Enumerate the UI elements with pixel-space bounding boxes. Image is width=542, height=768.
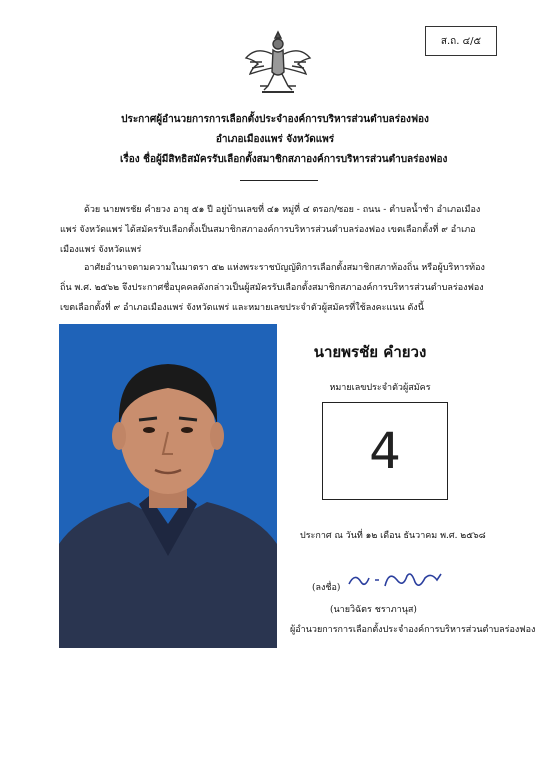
body-paragraph-1: ด้วย นายพรชัย คำยวง อายุ ๕๑ ปี อยู่บ้านเลขที่ ๔๑ หมู่ที่ ๔ ตรอก/ซอย - ถนน - ตำบลน้ำชำ อำเภอเมืองแพร่ จังหวัดแพร่ ได้สมัครรับเลือกตั้งเป็นสมาชิกสภาองค์การบริหารส่วนตำบลร่องฟอง เขตเลือกตั้งที่ ๙ อำเภอเมืองแพร่ จังหวัดแพร่ (60, 205, 481, 255)
form-code-box: ส.ถ. ๔/๕ (425, 26, 497, 56)
header-line-3: เรื่อง ชื่อผู้มีสิทธิสมัครรับเลือกตั้งสมาชิกสภาองค์การบริหารส่วนตำบลร่องฟอง (120, 154, 448, 165)
handwritten-signature-icon (345, 566, 445, 594)
candidate-photo (59, 324, 277, 648)
signature-prefix: (ลงชื่อ) (312, 583, 341, 593)
announcement-date: ประกาศ ณ วันที่ ๑๒ เดือน ธันวาคม พ.ศ. ๒๕๖๘ (300, 531, 486, 541)
candidate-number-label: หมายเลขประจำตัวผู้สมัคร (329, 383, 431, 393)
signer-title: ผู้อำนวยการการเลือกตั้งประจำองค์การบริหารส่วนตำบลร่องฟอง (290, 625, 536, 635)
header-line-1: ประกาศผู้อำนวยการการเลือกตั้งประจำองค์การบริหารส่วนตำบลร่องฟอง (121, 114, 429, 125)
body-paragraph-2: อาศัยอำนาจตามความในมาตรา ๕๒ แห่งพระราชบัญญัติการเลือกตั้งสมาชิกสภาท้องถิ่น หรือผู้บริหารท้องถิ่น พ.ศ. ๒๕๖๒ จึงประกาศชื่อบุคคลดังกล่าวเป็นผู้สมัครรับเลือกตั้งสมาชิกสภาองค์การบริหารส่วนตำบลร่องฟอง เขตเลือกตั้งที่ ๙ อำเภอเมืองแพร่ จังหวัดแพร่ และหมายเลขประจำตัวผู้สมัครที่ใช้ลงคะแนน ดังนี้ (60, 263, 485, 313)
candidate-number-box (322, 402, 448, 500)
candidate-name: นายพรชัย คำยวง (313, 343, 427, 361)
announcement-header (120, 110, 448, 170)
signer-name: (นายวิฉัตร ชราภานุส) (330, 605, 417, 615)
garuda-emblem-icon (242, 28, 314, 96)
candidate-portrait-icon (59, 324, 277, 648)
header-line-2: อำเภอเมืองแพร่ จังหวัดแพร่ (215, 134, 335, 145)
candidate-number: 4 (369, 422, 401, 480)
header-divider (240, 180, 318, 181)
